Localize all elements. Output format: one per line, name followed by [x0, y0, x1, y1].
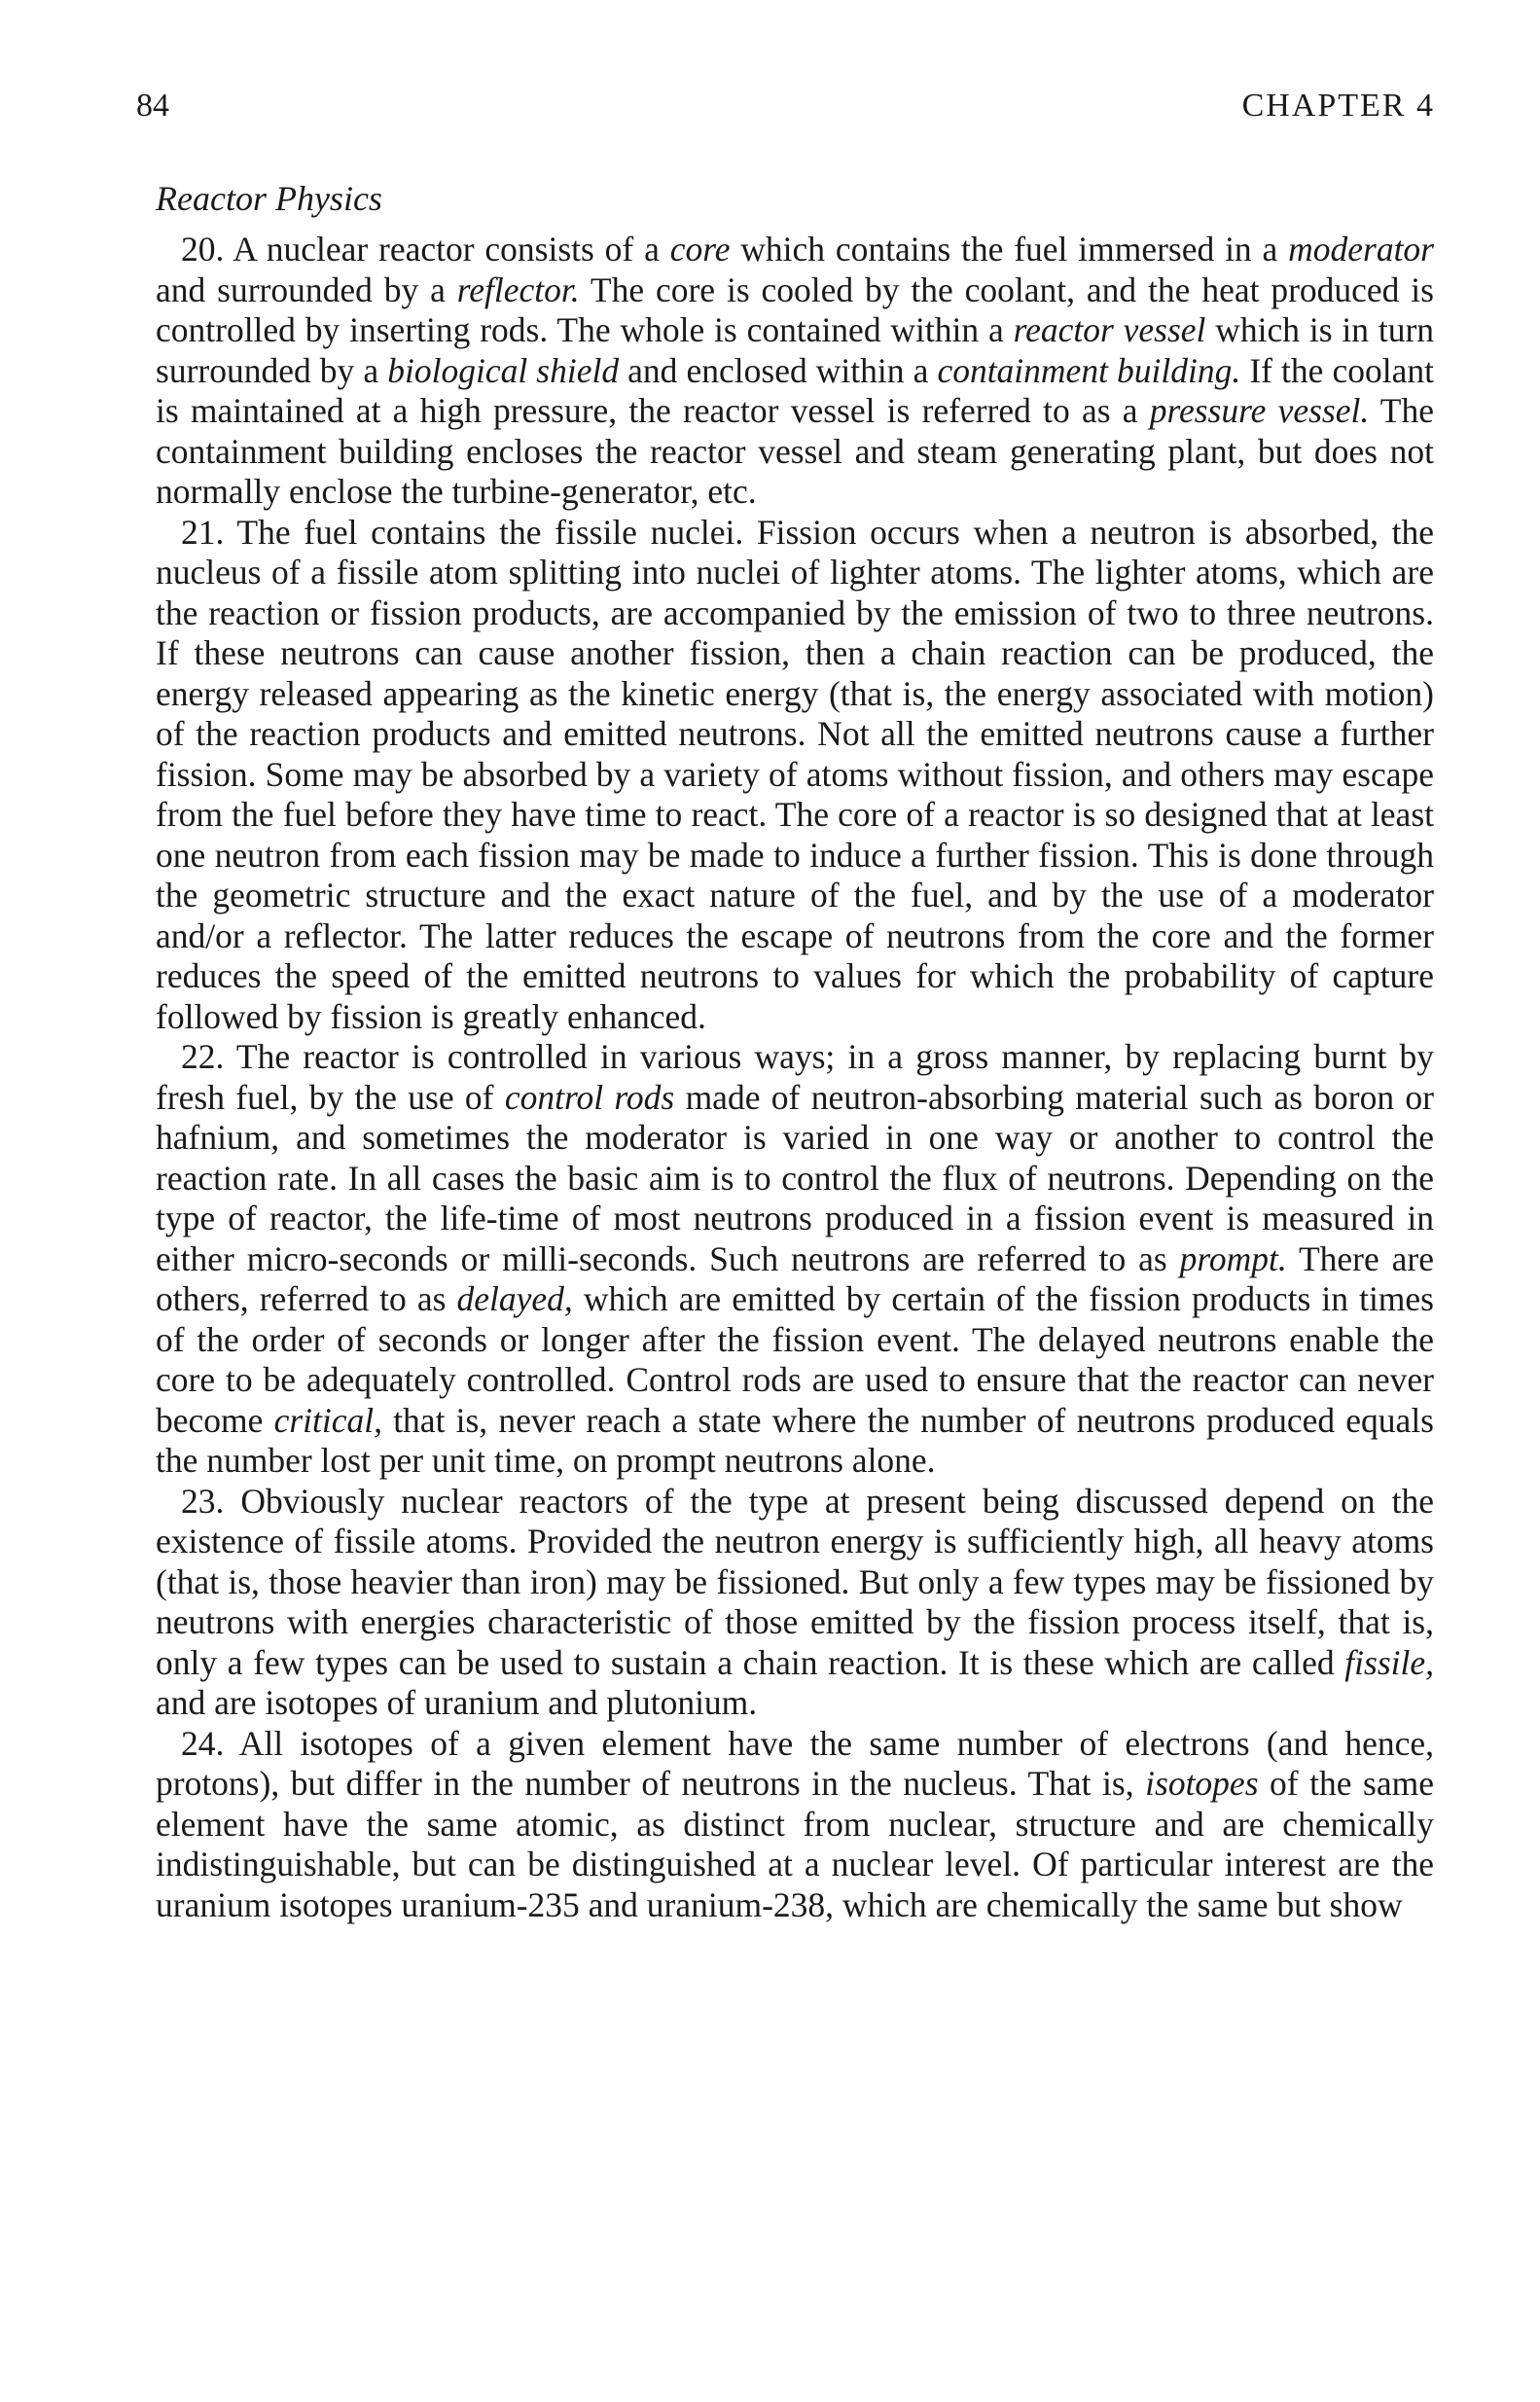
- paragraph-24: 24. All isotopes of a given element have the same number of electrons (and hence, protons), but differ in the number of neutrons in the nucleus. That is, isotopes of the same element have the same atomic, as distinct from nuclear, structure and are chemically indistinguishable, but can be distinguished at a nuclear level. Of particular interest are the uranium isotopes uranium-235 and uranium-238, which are chemically the same but show: [156, 1723, 1434, 1924]
- chapter-label: CHAPTER 4: [1241, 88, 1435, 124]
- running-head: [136, 82, 1435, 130]
- term-containment-building: containment building.: [937, 350, 1241, 390]
- paragraph-23: 23. Obviously nuclear reactors of the type at present being discussed depend on the existence of fissile atoms. Provided the neutron energy is sufficiently high, all heavy atoms (that is, those heavier than iron) may be fissioned. But only a few types may be fissioned by neutrons with energies characteristic of those emitted by the fission process itself, that is, only a few types can be used to sustain a chain reaction. It is these which are called fissile, and are isotopes of uranium and plutonium.: [156, 1481, 1434, 1722]
- section-heading: Reactor Physics: [156, 179, 382, 218]
- term-pressure-vessel: pressure vessel.: [1149, 391, 1370, 430]
- paragraph-21: 21. The fuel contains the fissile nuclei. Fission occurs when a neutron is absorbed, the nucleus of a fissile atom splitting into nuclei of lighter atoms. The lighter atoms, which are the reaction or fission products, are accompanied by the emission of two to three neutrons. If these neutrons can cause another fission, then a chain reaction can be produced, the energy released appearing as the kinetic energy (that is, the energy associated with motion) of the reaction products and emitted neutrons. Not all the emitted neutrons cause a further fission. Some may be absorbed by a variety of atoms without fission, and others may escape from the fuel before they have time to react. The core of a reactor is so designed that at least one neutron from each fission may be made to induce a further fission. This is done through the geometric structure and the exact nature of the fuel, and by the use of a moderator and/or a reflector. The latter reduces the escape of neutrons from the core and the former reduces the speed of the emitted neutrons to values for which the probability of capture followed by fission is greatly enhanced.: [156, 512, 1434, 1036]
- term-core: core: [669, 230, 731, 269]
- term-isotopes: isotopes: [1145, 1764, 1259, 1803]
- term-delayed: delayed,: [456, 1279, 573, 1318]
- term-control-rods: control rods: [504, 1077, 675, 1117]
- body-text: [156, 230, 1434, 1925]
- term-fissile: fissile,: [1344, 1642, 1434, 1682]
- term-reflector: reflector.: [456, 269, 580, 309]
- term-reactor-vessel: reactor vessel: [1013, 310, 1206, 349]
- term-moderator: moderator: [1288, 230, 1434, 269]
- term-biological-shield: biological shield: [387, 350, 620, 390]
- term-prompt: prompt.: [1179, 1238, 1287, 1278]
- paragraph-22: 22. The reactor is controlled in various ways; in a gross manner, by replacing burnt by fresh fuel, by the use of control rods made of neutron-absorbing material such as boron or hafnium, and sometimes the moderator is varied in one way or another to control the reaction rate. In all cases the basic aim is to control the flux of neutrons. Depending on the type of reactor, the life-time of most neutrons produced in a fission event is measured in either micro-seconds or milli-seconds. Such neutrons are referred to as prompt. There are others, referred to as delayed, which are emitted by certain of the fission products in times of the order of seconds or longer after the fission event. The delayed neutrons enable the core to be adequately controlled. Control rods are used to ensure that the reactor can never become critical, that is, never reach a state where the number of neutrons produced equals the number lost per unit time, on prompt neutrons alone.: [156, 1037, 1434, 1480]
- term-critical: critical,: [273, 1400, 382, 1440]
- page-number: 84: [136, 88, 169, 124]
- paragraph-20: 20. A nuclear reactor consists of a core which contains the fuel immersed in a moderator and surrounded by a reflector. The core is cooled by the coolant, and the heat produced is controlled by inserting rods. The whole is contained within a reactor vessel which is in turn surrounded by a biological shield and enclosed within a containment building. If the coolant is maintained at a high pressure, the reactor vessel is referred to as a pressure vessel. The containment building encloses the reactor vessel and steam generating plant, but does not normally enclose the turbine-generator, etc.: [156, 230, 1435, 511]
